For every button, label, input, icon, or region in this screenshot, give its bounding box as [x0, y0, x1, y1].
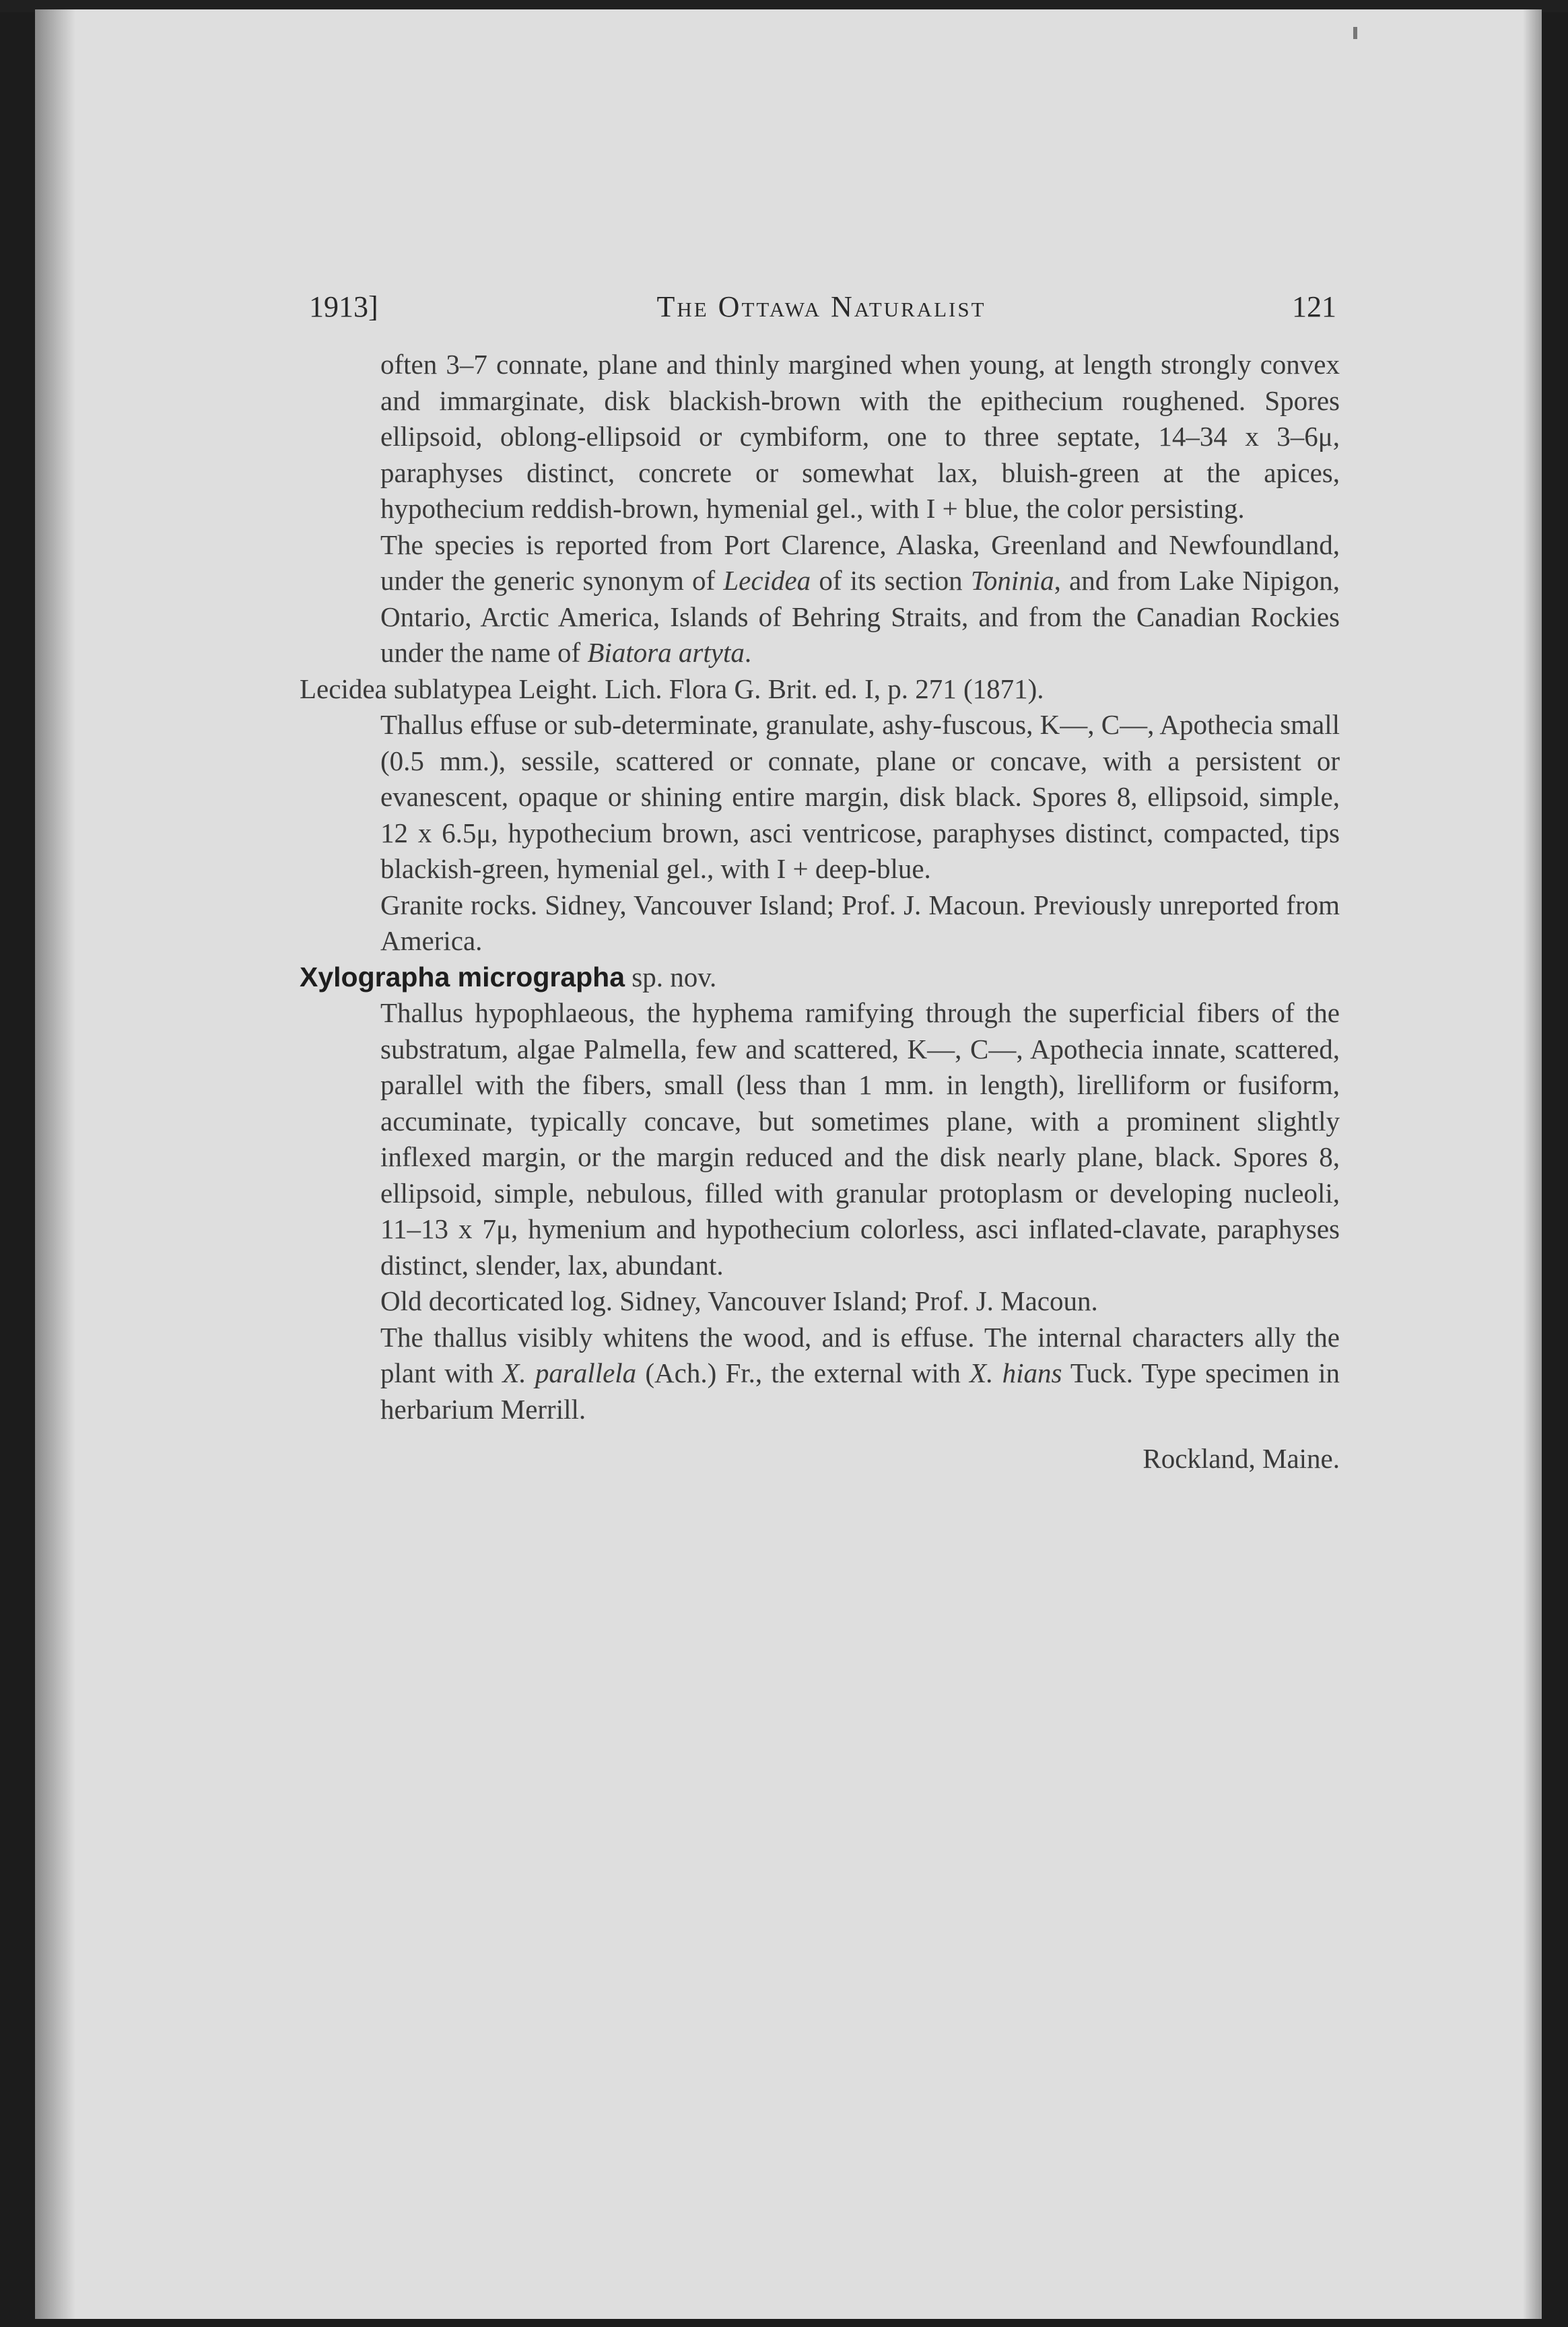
text-run: sp. nov.	[625, 961, 717, 992]
paragraph	[300, 959, 1340, 996]
italic-taxon: Lecidea	[723, 565, 811, 596]
text-run: Tuck. Type specimen in herbarium Merrill.	[380, 1357, 1340, 1425]
text-run: The species is reported from Port Clarence, Alaska, Greenland and Newfoundland, under the generic synonym of	[380, 529, 1340, 596]
paragraph	[300, 347, 1340, 527]
text-run: of its section	[811, 565, 971, 596]
italic-taxon: X. hians	[969, 1357, 1062, 1388]
page-binding-shadow	[35, 9, 75, 2319]
text-run: , and from Lake Nipigon, Ontario, Arctic America, Islands of Behring Straits, and from the Canadian Rockies under the name of	[380, 565, 1340, 668]
text-run: Thallus hypophlaeous, the hyphema ramifying through the superficial fibers of the substratum, algae Palmella, few and scattered, K—, C—, Apothecia innate, scattered, parallel with the fibers, small (less than 1 mm. in length), lirelliform or fusiform, accuminate, typically concave, but sometimes plane, with a prominent slightly inflexed margin, or the margin reduced and the disk nearly plane, black. Spores 8, ellipsoid, simple, nebulous, filled with granular protoplasm or developing nucleoli, 11–13 x 7μ, hymenium and hypothecium colorless, asci inflated-clavate, paraphyses distinct, slender, lax, abundant.	[380, 997, 1340, 1281]
header-journal-title: The Ottawa Naturalist	[656, 290, 986, 323]
text-run: Lecidea sublatypea Leight. Lich. Flora G. Brit. ed. I, p. 271 (1871).	[300, 673, 1044, 704]
page-right-edge	[1523, 9, 1542, 2319]
scan-speck	[1353, 27, 1357, 39]
text-run: often 3–7 connate, plane and thinly margined when young, at length strongly convex and immarginate, disk blackish-brown with the epithecium roughened. Spores ellipsoid, oblong-ellipsoid or cymbiform, one to three septate, 14–34 x 3–6μ, paraphyses distinct, concrete or somewhat lax, bluish-green at the apices, hypothecium reddish-brown, hymenial gel., with I + blue, the color persisting.	[380, 349, 1340, 524]
paragraph	[300, 707, 1340, 887]
paragraph	[300, 887, 1340, 959]
italic-taxon: X. parallela	[502, 1357, 637, 1388]
text-run: Granite rocks. Sidney, Vancouver Island; Prof. J. Macoun. Previously unreported from America.	[380, 889, 1340, 956]
header-year: 1913]	[309, 290, 378, 323]
italic-taxon: Toninia	[970, 565, 1054, 596]
paragraph	[300, 671, 1340, 708]
paragraph	[300, 1283, 1340, 1320]
paragraph-list	[300, 347, 1340, 1427]
text-run: (Ach.) Fr., the external with	[636, 1357, 970, 1388]
italic-taxon: Biatora artyta	[587, 637, 745, 668]
paragraph	[300, 527, 1340, 671]
text-run: Old decorticated log. Sidney, Vancouver Island; Prof. J. Macoun.	[380, 1285, 1098, 1316]
text-run: The thallus visibly whitens the wood, and is effuse. The internal characters ally the plant with	[380, 1321, 1340, 1388]
running-header	[306, 290, 1336, 330]
text-run: .	[744, 637, 752, 668]
text-run: Thallus effuse or sub-determinate, granulate, ashy-fuscous, K—, C—, Apothecia small (0.5 mm.), sessile, scattered or connate, plane or concave, with a persistent or evanescent, opaque or shining entire margin, disk black. Spores 8, ellipsoid, simple, 12 x 6.5μ, hypothecium brown, asci ventricose, paraphyses distinct, compacted, tips blackish-green, hymenial gel., with I + deep-blue.	[380, 709, 1340, 884]
species-heading: Xylographa micrographa	[300, 961, 625, 992]
article-body	[300, 347, 1340, 1477]
author-location: Rockland, Maine.	[1143, 1443, 1340, 1474]
paragraph	[300, 1320, 1340, 1428]
paragraph	[300, 995, 1340, 1283]
header-page-number: 121	[1292, 290, 1336, 323]
